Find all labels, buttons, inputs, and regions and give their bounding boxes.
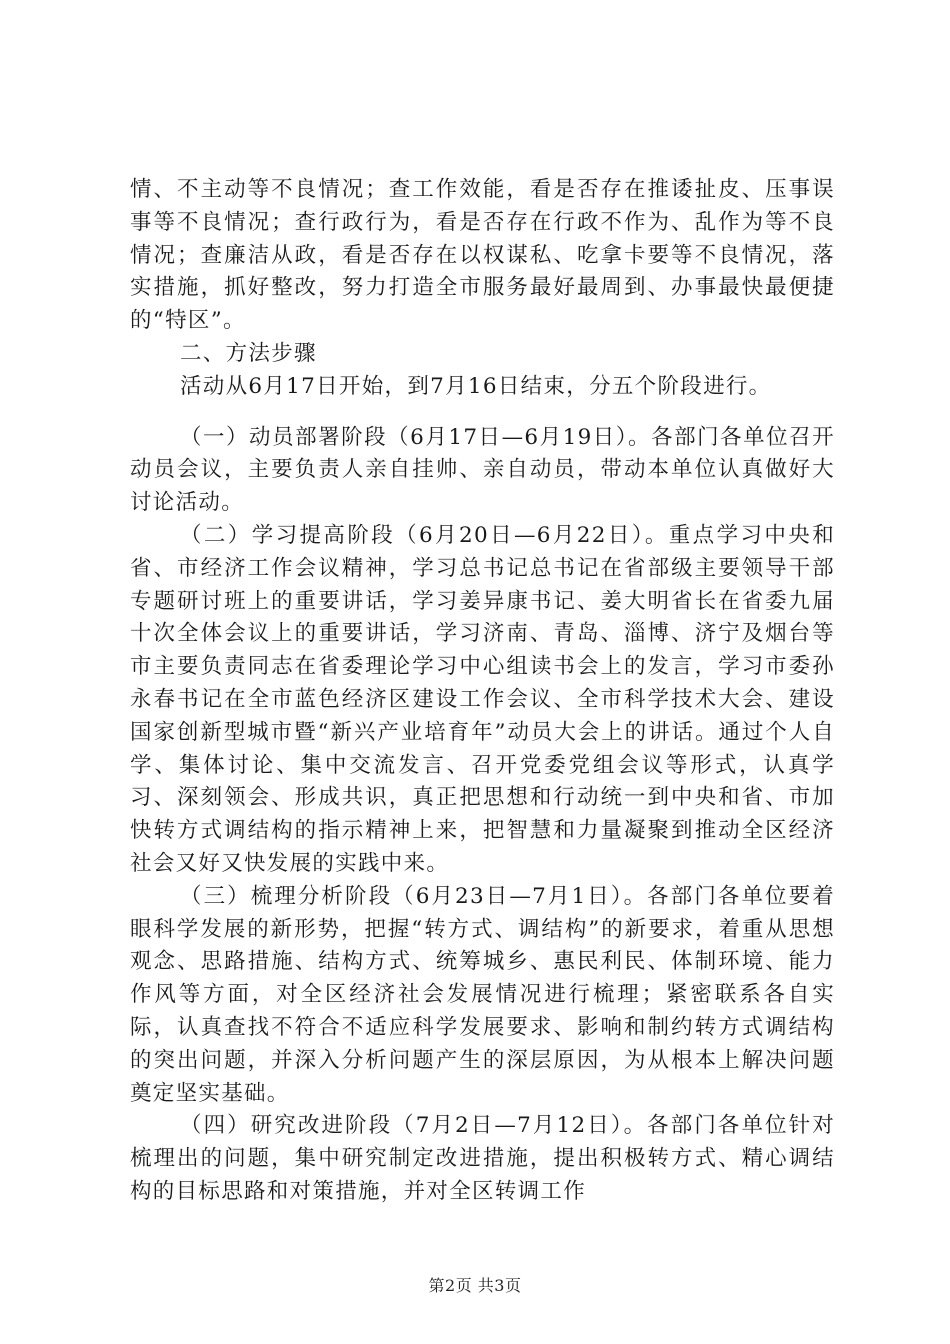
document-body <box>130 174 835 1209</box>
paragraph-schedule: 活动从6月17日开始，到7月16日结束，分五个阶段进行。 <box>180 373 772 399</box>
paragraph-stage-1: （一）动员部署阶段（6月17日—6月19日）。各部门各单位召开动员会议，主要负责人亲自挂帅、亲自动员，带动本单位认真做好大讨论活动。 <box>130 424 835 516</box>
paragraph-stage-2: （二）学习提高阶段（6月20日—6月22日）。重点学习中央和省、市经济工作会议精神，学习总书记总书记在省部级主要领导干部专题研讨班上的重要讲话，学习姜异康书记、姜大明省长在省委九届十次全体会议上的重要讲话，学习济南、青岛、淄博、济宁及烟台等市主要负责同志在省委理论学习中心组读书会上的发言，学习市委孙永春书记在全市蓝色经济区建设工作会议、全市科学技术大会、建设国家创新型城市暨“新兴产业培育年”动员大会上的讲话。通过个人自学、集体讨论、集中交流发言、召开党委党组会议等形式，认真学习、深刻领会、形成共识，真正把思想和行动统一到中央和省、市加快转方式调结构的指示精神上来，把智慧和力量凝聚到推动全区经济社会又好又快发展的实践中来。 <box>130 522 835 876</box>
paragraph-continuation: 情、不主动等不良情况；查工作效能，看是否存在推诿扯皮、压事误事等不良情况；查行政行为，看是否存在行政不作为、乱作为等不良情况；查廉洁从政，看是否存在以权谋私、吃拿卡要等不良情况，落实措施，抓好整改，努力打造全市服务最好最周到、办事最快最便捷的“特区”。 <box>130 177 835 334</box>
paragraph-stage-4: （四）研究改进阶段（7月2日—7月12日）。各部门各单位针对梳理出的问题，集中研究制定改进措施，提出积极转方式、精心调结构的目标思路和对策措施，并对全区转调工作 <box>130 1113 835 1204</box>
paragraph-stage-3: （三）梳理分析阶段（6月23日—7月1日）。各部门各单位要着眼科学发展的新形势，把握“转方式、调结构”的新要求，着重从思想观念、思路措施、结构方式、统筹城乡、惠民利民、体制环境、能力作风等方面，对全区经济社会发展情况进行梳理；紧密联系各自实际，认真查找不符合不适应科学发展要求、影响和制约转方式调结构的突出问题，并深入分析问题产生的深层原因，为从根本上解决问题奠定坚实基础。 <box>130 883 835 1106</box>
section-heading-methods: 二、方法步骤 <box>180 340 317 366</box>
page-number-footer: 第2页 共3页 <box>428 1276 522 1295</box>
